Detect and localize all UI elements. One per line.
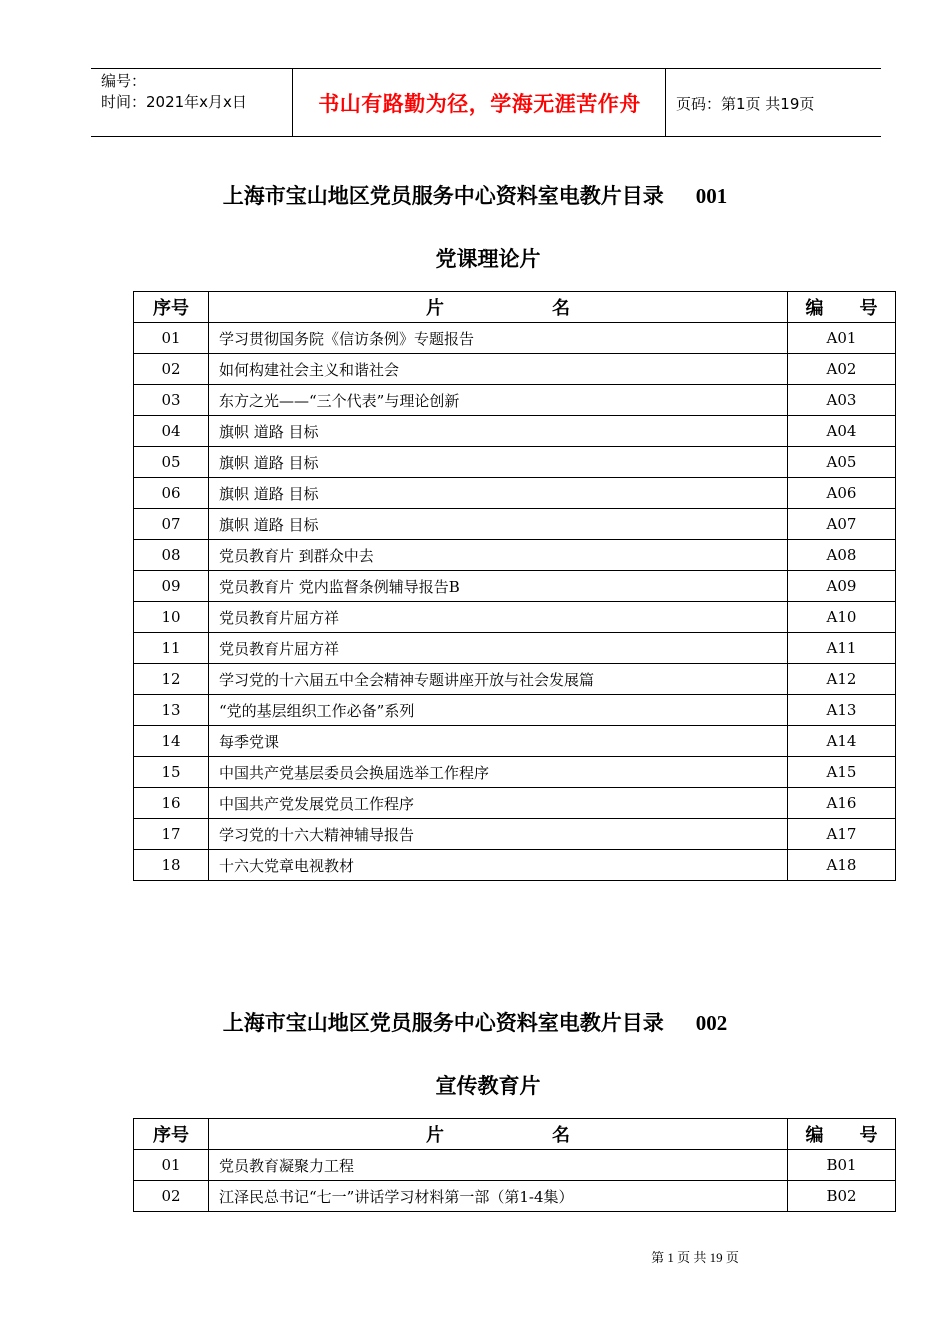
table-row xyxy=(134,850,896,881)
row-index: 01 xyxy=(134,323,209,354)
row-title: 学习贯彻国务院《信访条例》专题报告 xyxy=(209,323,788,354)
table-row xyxy=(134,540,896,571)
row-title: 党员教育片 到群众中去 xyxy=(209,540,788,571)
table-row xyxy=(134,478,896,509)
table-row xyxy=(134,509,896,540)
row-title: 旗帜 道路 目标 xyxy=(209,509,788,540)
table-row xyxy=(134,323,896,354)
table-row xyxy=(134,447,896,478)
column-header-code: 编 号 xyxy=(788,292,896,323)
table-row xyxy=(134,726,896,757)
table-row xyxy=(134,819,896,850)
section-2-subtitle: 宣传教育片 xyxy=(435,1074,541,1098)
table-header-row xyxy=(134,1119,896,1150)
row-title: 党员教育片屈方祥 xyxy=(209,633,788,664)
row-code: B02 xyxy=(788,1181,896,1212)
column-header-index: 序号 xyxy=(134,292,209,323)
section-2-code: 002 xyxy=(695,1011,728,1035)
header-meta xyxy=(101,71,247,113)
row-code: A18 xyxy=(788,850,896,881)
row-index: 18 xyxy=(134,850,209,881)
row-code: A07 xyxy=(788,509,896,540)
row-code: A05 xyxy=(788,447,896,478)
row-code: A16 xyxy=(788,788,896,819)
row-index: 16 xyxy=(134,788,209,819)
row-code: B01 xyxy=(788,1150,896,1181)
table-row xyxy=(134,757,896,788)
row-title: 每季党课 xyxy=(209,726,788,757)
row-code: A15 xyxy=(788,757,896,788)
row-code: A02 xyxy=(788,354,896,385)
row-index: 11 xyxy=(134,633,209,664)
row-title: 如何构建社会主义和谐社会 xyxy=(209,354,788,385)
row-index: 03 xyxy=(134,385,209,416)
header-top-rule xyxy=(91,68,881,69)
row-code: A12 xyxy=(788,664,896,695)
row-code: A17 xyxy=(788,819,896,850)
table-row xyxy=(134,416,896,447)
section-1-code: 001 xyxy=(695,184,728,208)
row-title: 党员教育片屈方祥 xyxy=(209,602,788,633)
section-2-title: 上海市宝山地区党员服务中心资料室电教片目录 xyxy=(222,1011,664,1035)
table-row xyxy=(134,1150,896,1181)
row-title: 东方之光——“三个代表”与理论创新 xyxy=(209,385,788,416)
table-row xyxy=(134,695,896,726)
section-2-title-line xyxy=(0,1007,950,1037)
row-code: A13 xyxy=(788,695,896,726)
header-motto: 书山有路勤为径，学海无涯苦作舟 xyxy=(318,92,641,116)
catalog-table-1-body xyxy=(134,323,896,881)
row-code: A04 xyxy=(788,416,896,447)
row-title: 中国共产党发展党员工作程序 xyxy=(209,788,788,819)
table-header-row xyxy=(134,292,896,323)
row-index: 06 xyxy=(134,478,209,509)
row-index: 07 xyxy=(134,509,209,540)
row-code: A09 xyxy=(788,571,896,602)
row-index: 05 xyxy=(134,447,209,478)
row-index: 12 xyxy=(134,664,209,695)
header-time-label: 时间：2021年x月x日 xyxy=(101,93,247,111)
row-index: 09 xyxy=(134,571,209,602)
row-index: 13 xyxy=(134,695,209,726)
header-bottom-rule xyxy=(91,136,881,137)
column-header-index: 序号 xyxy=(134,1119,209,1150)
table-row xyxy=(134,385,896,416)
row-index: 08 xyxy=(134,540,209,571)
catalog-table-2 xyxy=(133,1118,896,1212)
row-title: 旗帜 道路 目标 xyxy=(209,478,788,509)
header-page-label: 页码：第1页 共19页 xyxy=(676,95,815,113)
row-code: A08 xyxy=(788,540,896,571)
header-number-label: 编号： xyxy=(101,72,147,90)
row-index: 02 xyxy=(134,1181,209,1212)
table-row xyxy=(134,664,896,695)
row-index: 15 xyxy=(134,757,209,788)
row-index: 02 xyxy=(134,354,209,385)
table-row xyxy=(134,571,896,602)
column-header-title: 片 名 xyxy=(209,1119,788,1150)
table-row xyxy=(134,354,896,385)
row-index: 04 xyxy=(134,416,209,447)
row-title: 旗帜 道路 目标 xyxy=(209,416,788,447)
row-code: A01 xyxy=(788,323,896,354)
row-title: “党的基层组织工作必备”系列 xyxy=(209,695,788,726)
row-index: 01 xyxy=(134,1150,209,1181)
row-code: A03 xyxy=(788,385,896,416)
row-title: 十六大党章电视教材 xyxy=(209,850,788,881)
row-index: 14 xyxy=(134,726,209,757)
catalog-table-2-body xyxy=(134,1150,896,1212)
row-code: A14 xyxy=(788,726,896,757)
row-code: A06 xyxy=(788,478,896,509)
row-index: 10 xyxy=(134,602,209,633)
row-code: A11 xyxy=(788,633,896,664)
section-1-subtitle: 党课理论片 xyxy=(435,247,541,271)
column-header-title: 片 名 xyxy=(209,292,788,323)
row-title: 学习党的十六届五中全会精神专题讲座开放与社会发展篇 xyxy=(209,664,788,695)
catalog-table-1 xyxy=(133,291,896,881)
row-title: 旗帜 道路 目标 xyxy=(209,447,788,478)
section-1-title-line xyxy=(0,180,950,210)
column-header-code: 编 号 xyxy=(788,1119,896,1150)
table-row xyxy=(134,788,896,819)
table-row xyxy=(134,1181,896,1212)
table-row xyxy=(134,602,896,633)
row-title: 党员教育凝聚力工程 xyxy=(209,1150,788,1181)
row-title: 党员教育片 党内监督条例辅导报告B xyxy=(209,571,788,602)
row-title: 中国共产党基层委员会换届选举工作程序 xyxy=(209,757,788,788)
page-footer: 第 1 页 共 19 页 xyxy=(651,1250,739,1265)
row-code: A10 xyxy=(788,602,896,633)
row-title: 学习党的十六大精神辅导报告 xyxy=(209,819,788,850)
table-row xyxy=(134,633,896,664)
row-index: 17 xyxy=(134,819,209,850)
row-title: 江泽民总书记“七一”讲话学习材料第一部（第1-4集） xyxy=(209,1181,788,1212)
section-1-title: 上海市宝山地区党员服务中心资料室电教片目录 xyxy=(222,184,664,208)
